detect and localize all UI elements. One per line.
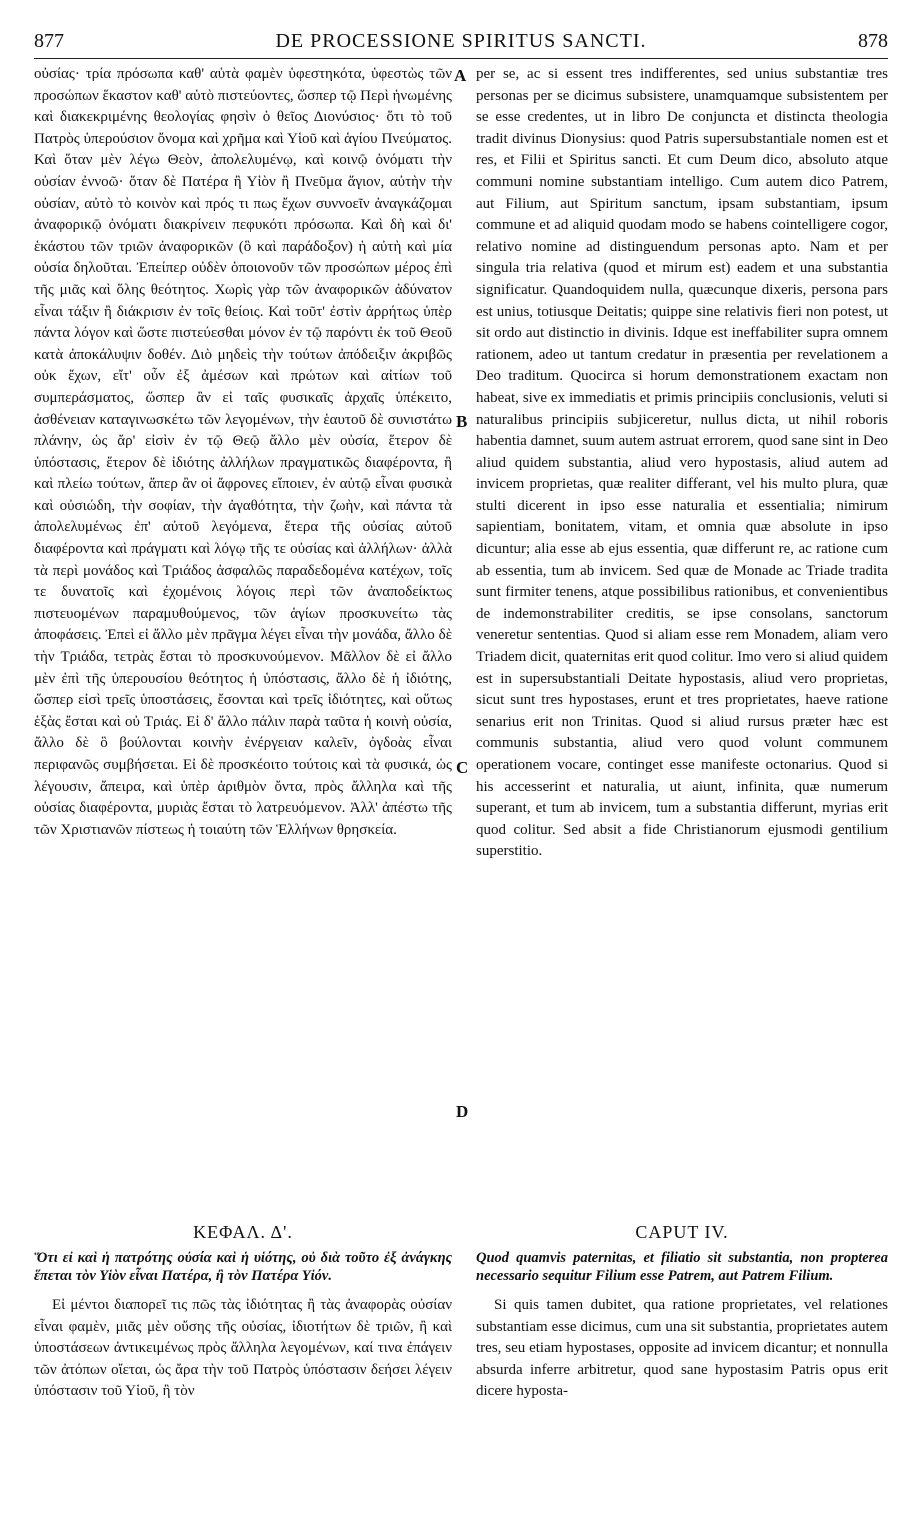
running-title: DE PROCESSIONE SPIRITUS SANCTI. (275, 30, 647, 52)
latin-chapter-title: CAPUT IV. (635, 1222, 729, 1242)
greek-column (34, 64, 452, 1194)
greek-chapter (34, 1222, 452, 1403)
margin-letter-c: C (456, 758, 469, 777)
greek-main-text: οὐσίας· τρία πρόσωπα καθ' αὑτὰ φαμὲν ὑφεστηκότα, ὑφεστὼς τῶν προσώπων ἕκαστον καθ' αὑτὸ πιστεύοντες, ὥσπερ τῷ Περὶ ἡνωμένης καὶ διακεκριμένης θεολογίας φησὶν ὁ θεῖος Διονύσιος· ὅτι τὸ τοῦ Πατρὸς ὑπερούσιον ὄνομα καὶ χρῆμα καὶ Υἱοῦ καὶ ἁγίου Πνεύματος. Καὶ ὅταν μὲν λέγω Θεὸν, ἀπολελυμένῳ, καὶ κοινῷ ὀνόματι τὴν οὐσίαν ἐννοῶ· ὅταν δὲ Πατέρα ἢ Υἱὸν ἢ Πνεῦμα ἅγιον, αὐτὴν τὴν οὐσίαν, αὐτὸ τὸ κοινὸν καὶ πρός τι πως ἔχων συννοεῖν ἀναγκάζομαι ἀναφορικῷ ὀνόματι διακρίνειν πεφυκότι πρόσωπα. Καὶ δὴ καὶ δι' ἑκάστου τῶν τριῶν ἀναφορικῶν (ὃ καὶ παράδοξον) ἡ αὐτὴ καὶ μία οὐσία δηλοῦται. Ἐπείπερ οὐδὲν ὁποιονοῦν τῶν προσώπων μέρος ἐπὶ τῆς μιᾶς καὶ ὅλης θεότητος. Χωρὶς γὰρ τῶν ἀναφορικῶν ἀδύνατον εἶναι τάξιν ἢ διάκρισιν ἐν τοῖς θείοις. Καὶ τοῦτ' ἐστὶν ἀρρήτως ὑπὲρ πάντα λόγον καὶ ὥστε πιστεύεσθαι μόνον ἐν τῷ παρόντι ἐκ τοῦ Θεοῦ κατὰ ἀποκάλυψιν δοθέν. Διὸ μηδεὶς τὴν τούτων ἀπόδειξιν ἀκριβῶς οὐκ ἔχων, εἴτ' οὖν ἐξ ἀμέσων καὶ πρώτων καὶ αἰτίων τοῦ συμπεράσματος, ὥσπερ ἂν εἰ ταῖς φυσικαῖς ἀρχαῖς ὑπέκειτο, ἀσθένειαν καταγινωσκέτω τῶν λεγομένων, τὴν ἑαυτοῦ δὲ συνιστάτω πλάνην, ὡς ἄρ' εἰσὶν ἐν τῷ Θεῷ ἄλλο μὲν οὐσία, ἕτερον δὲ ὑπόστασις, ἕτερον δὲ ἰδιότης ἀλλήλων πραγματικῶς διαφέροντα, ἢ καὶ πλείω τούτων, ἅπερ ἂν οἱ ἄφρονες εἴποιεν, ἐν αὐτῷ εἶναι φυσικὰ καὶ οὐσιώδη, τὴν σοφίαν, τὴν ἀγαθότητα, τὴν ζωὴν, καὶ πάντα τὰ ἀπολελυμένως ἐπ' αὐτοῦ λεγόμενα, ἕτερα τῆς οὐσίας αὐτοῦ διαφέροντα καὶ πράγματι καὶ λόγῳ τῆς τε οὐσίας καὶ ἀλλήλων· ἀλλὰ τὰ περὶ μονάδος καὶ Τριάδος ἀσφαλῶς παραδεδομένα κατέχων, τοῖς τε δυνατοῖς καὶ ἐχομένοις λόγοις περὶ τῶν ἀναποδείκτως πιστευομένων παραμυθούμενος, τῶν ἁγίων προσκυνείτω τὰς ἀποφάσεις. Ἐπεὶ εἰ ἄλλο μὲν πρᾶγμα λέγει εἶναι τὴν μονάδα, ἄλλο δὲ τὴν Τριάδα, τετρὰς ἔσται τὸ προσκυνούμενον. Μᾶλλον δὲ εἰ ἄλλο μὲν ἐπὶ τῆς ὑπερουσίου θεότητος ἡ ὑπόστασις, ἄλλο δὲ ἡ ἰδιότης, ὥσπερ εἰσὶ τρεῖς ὑποστάσεις, ἔσονται καὶ τρεῖς ἰδιότητες, καὶ οὕτως ἑξὰς ἔσται καὶ οὐ Τριάς. Εἰ δ' ἄλλο πάλιν παρὰ ταῦτα ἡ κοινὴ οὐσία, ἄλλο δὲ ὃ βούλονται κοινὴν ἐνέργειαν καλεῖν, ὀγδοὰς εἶναι περιφανῶς συμβήσεται. Εἰ δὲ προσκέοιτο τούτοις καὶ τὰ φυσικά, ὡς λέγουσιν, ἄπειρα, καὶ ὑπὲρ ἀριθμὸν ὄντα, πρὸς ἄλληλα καὶ τῆς οὐσίας διαφέροντα, μυριὰς ἔσται τὸ λατρευόμενον. Ἀλλ' ἀπέστω τῆς τῶν Χριστιανῶν πίστεως ἡ τοιαύτη τῶν Ἑλλήνων θρησκεία. (34, 66, 452, 838)
latin-chapter-subtitle: Quod quamvis paternitas, et filiatio sit substantia, non propterea necessario sequitur Filium esse Patrem, aut Patrem Filium. (476, 1250, 888, 1284)
latin-chapter (476, 1222, 888, 1403)
latin-main-text: per se, ac si essent tres indifferentes, sed unius substantiæ tres personas per se dicimus subsistere, unamquamque subsistentem per se esse credentes, ut in libro De conjuncta et distincta theologia tradit divinus Dionysius: quod Patris supersubstantiale nomen est et res, et Filii et Spiritus sancti. Et cum Deum dico, absoluto atque communi nomine substantiam intelligo. Cum autem dico Patrem, aut Filium, aut Spiritum sanctum, ipsam substantiam, ipsum commune et ad aliquid quodam modo se habens cointelligere cogor, relativo nomine ad distinguendum personas apto. Nam et per singula tria relativa (quod et mirum est) eadem et una substantia significatur. Quandoquidem nulla, quæcunque dixeris, persona pars est unius, totiusque Deitatis; quippe sine relativis fieri non potest, ut sit ordo aut distinctio in divinis. Idque est ineffabiliter supra omnem rationem, adeo ut tantum credatur in præsentia per revelationem a Deo traditum. Quocirca si horum demonstrationem exactam non habeat, sive ex immediatis et primis principiis conclusionis, veluti si naturalibus principiis subjiceretur, nullus dicta, ut nihil roboris habentia damnet, suum autem astruat errorem, quod sane sint in Deo aliud quidem substantia, aliud vero hypostasis, aliud autem ad invicem proprietas, quæ realiter differant, vel his multo plura, quæ stulti dicerent in ipso esse naturalia et essentialia; nimirum sapientiam, bonitatem, vitam, et omnia quæ absolute in ipso dicuntur; alia esse ab ejus essentia, quæ differunt re, ac ratione cum ab essentia, tum ab invicem. Sed quæ de Monade ac Triade tradita sunt firmiter tenens, atque possibilibus rationibus, et convenientibus de indemonstrabiliter creditis, se ipse consolans, sanctorum veneretur sententias. Quod si aliam esse rem Monadem, aliam vero Triadem dicit, quaternitas erit quod colitur. Imo vero si aliud quidem est in supersubstantiali Deitate hypostasis, aliud vero proprietas, sicut sunt tres hypostases, erunt et tres proprietates, haeve ratione senarius erit non Trinitas. Quod si aliud rursus præter hæc est communis substantia, aliud vero quod volunt communem operationem vocare, continget esse manifeste octonarius. Quod si his accesserint et naturalia, ut aiunt, infinita, quæ numerum superant, et tum ab invicem, tum a substantia differunt, myrias erit quod colitur. Sed absit a fide Christianorum ejusmodi gentilium superstitio. (476, 66, 888, 860)
margin-letter-b: B (456, 412, 468, 431)
latin-column (476, 64, 888, 1214)
margin-letter-d: D (456, 1102, 469, 1121)
greek-chapter-body: Εἰ μέντοι διαπορεῖ τις πῶς τὰς ἰδιότητας ἢ τὰς ἀναφορὰς οὐσίαν εἶναι φαμὲν, μιᾶς μὲν οὔσης τῆς οὐσίας, ἰδιοτήτων δὲ τριῶν, ἢ καὶ ὑποστάσεων ἀντικειμένως πρὸς ἄλληλα λεγομένων, καί τινα ἐπάγειν τῶν ἀτόπων οἴεται, ὡς ἄρα τὴν τοῦ Πατρὸς ὑπόστασιν δεήσει λέγειν ὑπόστασιν τοῦ Υἱοῦ, ἢ τὸν (34, 1297, 452, 1400)
greek-chapter-title: ΚΕΦΑΛ. Δ'. (193, 1222, 293, 1242)
margin-letter-a: A (454, 66, 467, 85)
greek-chapter-subtitle: Ὅτι εἰ καὶ ἡ πατρότης οὐσία καὶ ἡ υἱότης, οὐ διὰ τοῦτο ἐξ ἀνάγκης ἕπεται τὸν Υἱὸν εἶναι Πατέρα, ἢ τὸν Πατέρα Υἱόν. (34, 1250, 452, 1284)
page-number-right: 878 (858, 30, 888, 52)
page-number-left: 877 (34, 30, 64, 52)
running-header (34, 30, 888, 60)
latin-chapter-body: Si quis tamen dubitet, qua ratione proprietates, vel relationes substantiam esse dicimus, cum una sit substantia, proprietates autem tres, seu etiam hypostases, opposite ad invicem dicantur; et nonnulla absurda inferre arbitretur, quod sane hypostasim Patris opus erit dicere hyposta- (476, 1297, 888, 1400)
header-rule (34, 58, 888, 59)
